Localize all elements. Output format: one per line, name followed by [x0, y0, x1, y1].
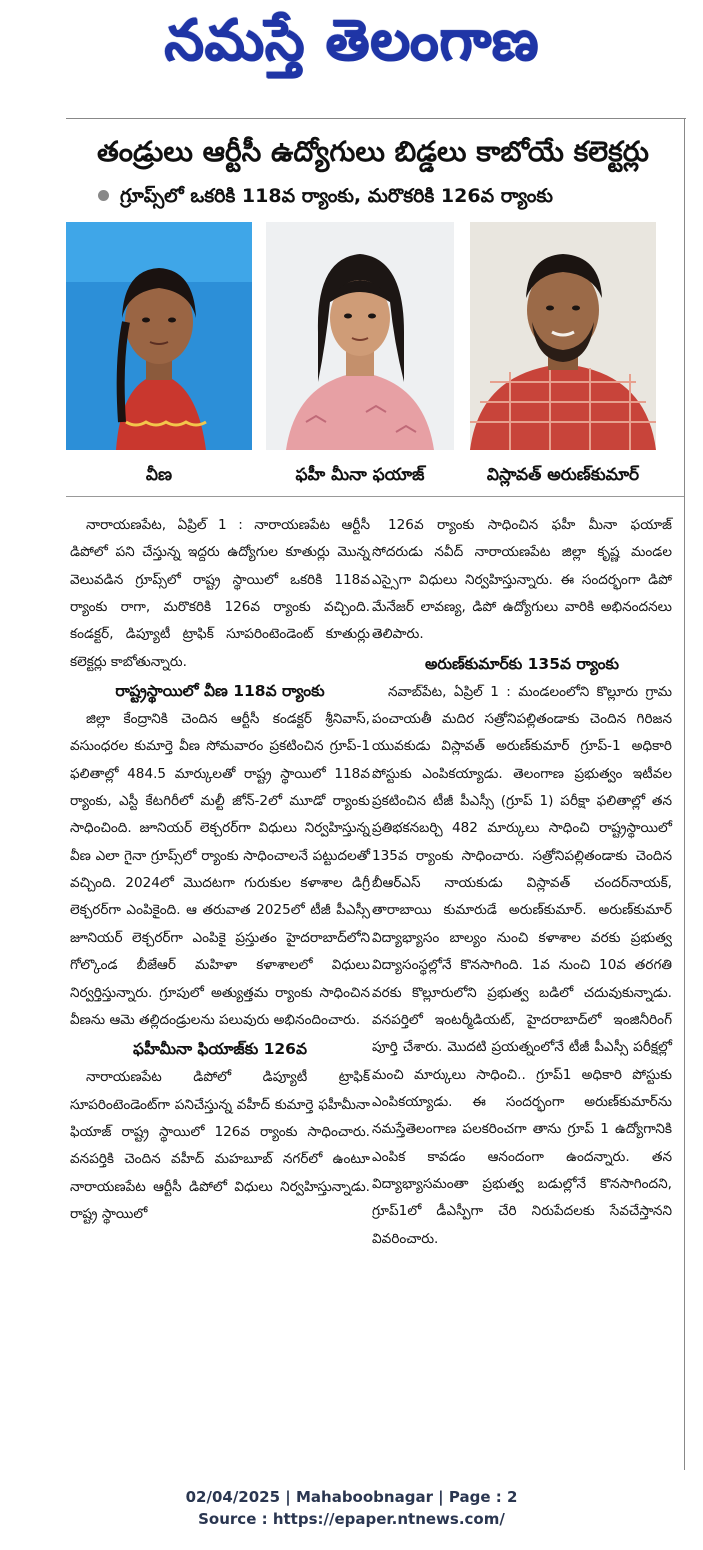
- frame-top-rule: [66, 118, 686, 119]
- article-headline: తండ్రులు ఆర్టీసీ ఉద్యోగులు బిడ్డలు కాబోయే కలెక్టర్లు: [96, 135, 649, 168]
- arun-paragraph: నవాబ్‌పేట, ఏప్రిల్ 1 : మండలంలోని కొల్లూరు గ్రామ పంచాయతీ మదిర సత్రోనిపల్లితండాకు చెందిన గిరిజన యువకుడు విస్లావత్ అరుణ్‌కుమార్ గ్రూప్-1 అధికారి పోస్టుకు ఎంపికయ్యాడు. తెలంగాణ ప్రభుత్వం ఇటీవల ప్రకటించిన టీజీ పీఎస్సీ (గ్రూప్ 1) పరీక్షా ఫలితాల్లో తన ప్రతిభకనబర్చి 482 మార్కులు సాధించి రాష్ట్రస్థాయిలో 135వ ర్యాంకు సాధించారు. సత్రోనిపల్లితండాకు చెందిన బీఆర్‌ఎస్ నాయకుడు విస్లావత్ చందర్‌నాయక్, తారాబాయి కుమారుడే అరుణ్‌కుమార్. అరుణ్‌కుమార్ విద్యాభ్యాసం బాల్యం నుంచి కళాశాల వరకు ప్రభుత్వ విద్యాసంస్థల్లోనే కొనసాగింది. 1వ నుంచి 10వ తరగతి వరకు కొల్లూరులోని ప్రభుత్వ బడిలో చదువుకున్నాడు. వనపర్తిలో ఇంటర్మీడియట్, హైదరాబాద్‌లో ఇంజినీరింగ్ పూర్తి చేశారు. మొదటి ప్రయత్నంలోనే టీజీ పీఎస్సీ పరీక్షల్లో మంచి మార్కులు సాధించి.. గ్రూప్1 అధికారి పోస్టుకు ఎంపికయ్యాడు. ఈ సందర్భంగా అరుణ్‌కుమార్‌ను నమస్తేతెలంగాణ పలకరించగా తాను గ్రూప్ 1 ఉద్యోగానికి ఎంపిక కావడం ఆనందంగా ఉందన్నారు. తన విద్యాభ్యాసమంతా ప్రభుత్వ బడుల్లోనే కొనసాగిందని, గ్రూప్1లో డీఎస్పీగా చేరి నిరుపేదలకు సేవచేస్తానని వివరించారు.: [372, 683, 672, 1247]
- subheading-fahee-rank: ఫహీమీనా ఫియాజ్‌కు 126వ: [133, 1040, 307, 1059]
- intro-paragraph: నారాయణపేట, ఏప్రిల్ 1 : నారాయణపేట ఆర్టీసీ డిపోలో పని చేస్తున్న ఇద్దరు ఉద్యోగుల కూతుర్లు మొన్న వెలువడిన గ్రూప్స్‌లో రాష్ట్ర స్థాయిలో ఒకరికి 118వ ర్యాంకు రాగా, మరొకరికి 126వ ర్యాంకు వచ్చింది. కండక్టర్, డిప్యూటీ ట్రాఫిక్ సూపరింటెండెంట్ కూతుర్లు కలెక్టర్లు కాబోతున్నారు.: [70, 517, 370, 670]
- subheading-veena-rank: రాష్ట్రస్థాయిలో వీణ 118వ ర్యాంకు: [115, 682, 325, 701]
- caption-veena: వీణ: [145, 465, 173, 485]
- newspaper-masthead: నమస్తే తెలంగాణ: [164, 8, 539, 73]
- right-column: [372, 512, 672, 1253]
- caption-arun-kumar: విస్లావత్ అరుణ్‌కుమార్: [486, 465, 640, 485]
- subheading-arun-rank: అరుణ్‌కుమార్‌కు 135వ ర్యాంకు: [425, 654, 619, 673]
- fahee-continued-paragraph: 126వ ర్యాంకు సాధించిన ఫహీ మీనా ఫయాజ్ సోదరుడు నవీద్ నారాయణపేట జిల్లా కృష్ణ మండల ఎస్సైగా విధులు నిర్వహిస్తున్నారు. ఈ సందర్భంగా డిపో మేనేజర్ లావణ్య, డిపో ఉద్యోగులు వారికి అభినందనలు తెలిపారు.: [372, 517, 672, 643]
- footer-edition-line: 02/04/2025 | Mahaboobnagar | Page : 2: [185, 1488, 518, 1506]
- photo-fahee-meena-fayaz: [266, 222, 454, 450]
- caption-fahee-meena-fayaz: ఫహీ మీనా ఫయాజ్: [295, 465, 425, 485]
- frame-right-rule: [684, 118, 685, 1470]
- fahee-paragraph: నారాయణపేట డిపోలో డిప్యూటీ ట్రాఫిక్ సూపరింటెండెంట్‌గా పనిచేస్తున్న వహీద్ కుమార్తె ఫహీమీనా ఫియాజ్ రాష్ట్ర స్థాయిలో 126వ ర్యాంకు సాధించారు. వనపర్తికి చెందిన వహీద్ మహబూబ్ నగర్‌లో ఉంటూ నారాయణపేట ఆర్టీసీ డిపోలో విధులు నిర్వహిస్తున్నాడు. రాష్ట్ర స్థాయిలో: [70, 1069, 370, 1222]
- photo-arun-kumar: [470, 222, 656, 450]
- subhead-bullet: [98, 190, 109, 201]
- page-footer: [0, 1486, 703, 1530]
- left-column: [70, 512, 370, 1228]
- photo-veena: [66, 222, 252, 450]
- article-subhead: గ్రూప్స్‌లో ఒకరికి 118వ ర్యాంకు, మరొకరికి 126వ ర్యాంకు: [120, 185, 553, 207]
- veena-paragraph: జిల్లా కేంద్రానికి చెందిన ఆర్టీసీ కండక్టర్ శ్రీనివాస్, వసుంధరల కుమార్తె వీణ సోమవారం ప్రకటించిన గ్రూప్-1 ఫలితాల్లో 484.5 మార్కులతో రాష్ట్ర స్థాయిలో 118వ ర్యాంకు, ఎస్టీ కేటగిరీలో మల్టీ జోన్-2లో మూడో ర్యాంకు సాధించింది. జూనియర్ లెక్చరర్‌గా విధులు నిర్వహిస్తున్న వీణ ఎలా గైనా గ్రూప్స్‌లో ర్యాంకు సాధించాలనే పట్టుదలతో వచ్చింది. 2024లో మొదటగా గురుకుల కళాశాల డిగ్రీ లెక్చరర్‌గా ఎంపికైంది. ఆ తరువాత 2025లో టీజీ పీఎస్సీ జూనియర్ లెక్చరర్‌గా ఎంపికై ప్రస్తుతం హైదరాబాద్‌లోని గోల్కొండ బీజేఆర్ మహిళా కళాశాలలో విధులు నిర్వర్తిస్తున్నారు. గ్రూపులో అత్యుత్తమ ర్యాంకు సాధించిన వీణను ఆమె తల్లిదండ్రులను పలువురు అభినందించారు.: [70, 711, 370, 1028]
- captions-rule: [66, 496, 684, 497]
- footer-source-line: Source : https://epaper.ntnews.com/: [198, 1510, 505, 1528]
